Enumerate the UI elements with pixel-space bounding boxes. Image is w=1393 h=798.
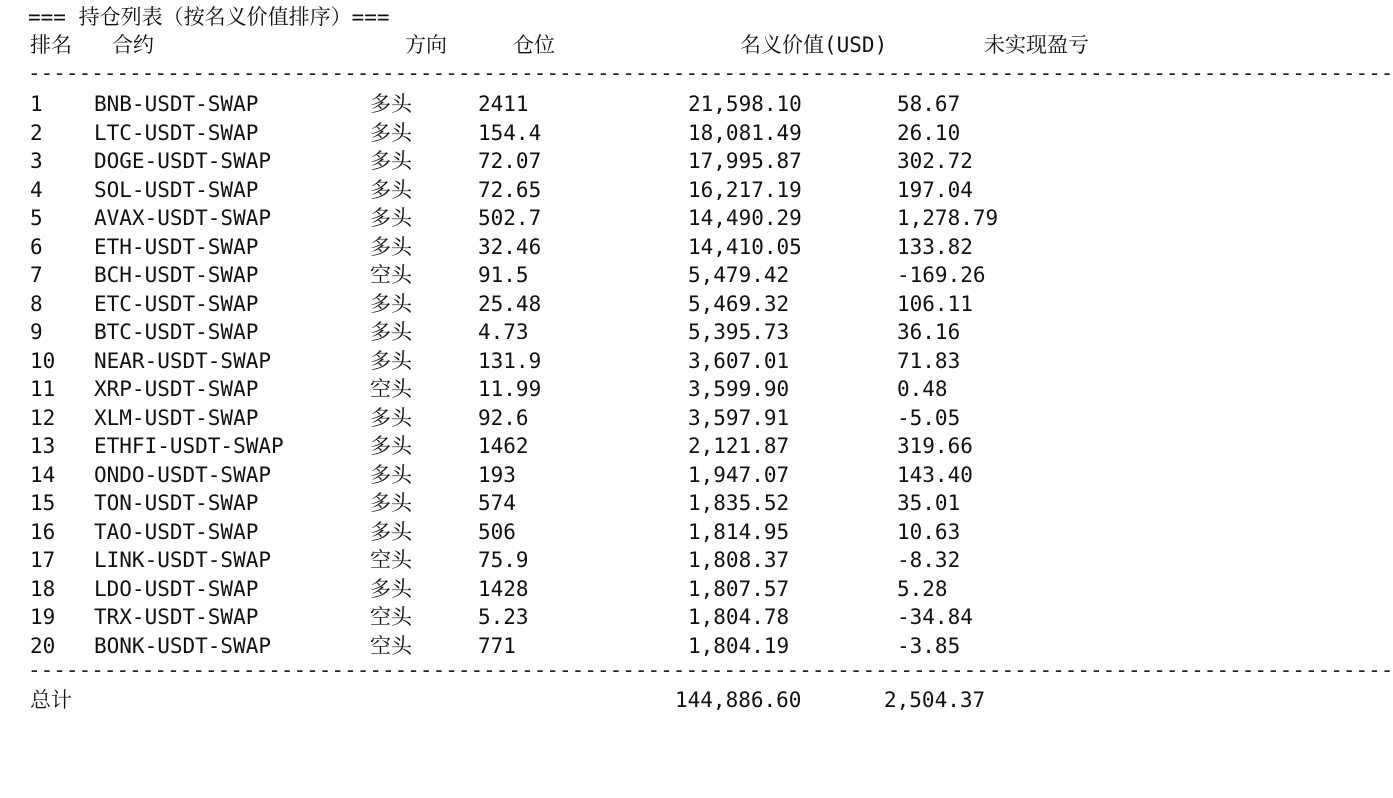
row-notional: 5,469.32 [688,291,790,316]
row-direction: 空头 [370,377,412,401]
row-rank: 17 [30,548,56,572]
table-header [0,31,1089,59]
row-contract: BTC-USDT-SWAP [94,320,259,344]
row-rank: 14 [30,462,56,487]
row-contract: ETH-USDT-SWAP [94,234,259,259]
row-unrealized-pnl: -8.32 [897,548,961,572]
row-rank: 9 [30,320,43,344]
row-position: 72.65 [478,177,542,202]
row-position: 502.7 [478,206,542,230]
report-title [0,3,390,31]
row-position: 92.6 [478,405,529,430]
row-unrealized-pnl: 319.66 [897,434,973,458]
row-direction: 多头 [370,405,412,430]
header-direction: 方向 [405,33,447,57]
row-position: 11.99 [478,377,542,401]
row-contract: TRX-USDT-SWAP [94,605,259,629]
row-notional: 17,995.87 [688,149,802,173]
row-contract: LTC-USDT-SWAP [94,120,259,145]
row-notional: 14,490.29 [688,206,802,230]
row-position: 75.9 [478,548,529,572]
row-notional: 2,121.87 [688,434,790,458]
total-row [0,686,986,714]
row-notional: 18,081.49 [688,120,802,145]
row-notional: 3,599.90 [688,377,790,401]
row-unrealized-pnl: 0.48 [897,377,948,401]
row-notional: 21,598.10 [688,92,802,116]
row-unrealized-pnl: -5.05 [897,405,961,430]
row-notional: 16,217.19 [688,177,802,202]
row-position: 154.4 [478,120,542,145]
row-notional: 1,947.07 [688,462,790,487]
row-rank: 8 [30,291,43,316]
row-direction: 空头 [370,605,412,629]
row-unrealized-pnl: 302.72 [897,149,973,173]
report-title-text: === 持仓列表（按名义价值排序）=== [28,5,390,29]
row-rank: 13 [30,434,56,458]
row-unrealized-pnl: 71.83 [897,348,961,373]
header-contract: 合约 [112,33,154,57]
row-notional: 5,395.73 [688,320,790,344]
row-contract: NEAR-USDT-SWAP [94,348,272,373]
footer-separator: ------------------------------------------------------------------------------------------------------------ [28,658,1393,682]
header-rank: 排名 [30,33,72,57]
row-direction: 多头 [370,576,412,601]
row-unrealized-pnl: -169.26 [897,263,986,287]
row-position: 32.46 [478,234,542,259]
row-rank: 3 [30,149,43,173]
row-rank: 16 [30,519,56,544]
row-notional: 1,807.57 [688,576,790,601]
row-position: 131.9 [478,348,542,373]
row-direction: 多头 [370,234,412,259]
row-rank: 20 [30,633,56,658]
total-unrealized-pnl: 2,504.37 [884,688,986,712]
row-unrealized-pnl: 106.11 [897,291,973,316]
row-contract: XRP-USDT-SWAP [94,377,259,401]
row-rank: 6 [30,234,43,259]
row-direction: 空头 [370,633,412,658]
row-rank: 12 [30,405,56,430]
row-notional: 1,804.19 [688,633,790,658]
row-unrealized-pnl: -3.85 [897,633,961,658]
row-contract: LDO-USDT-SWAP [94,576,259,601]
row-notional: 3,607.01 [688,348,790,373]
row-contract: ETC-USDT-SWAP [94,291,259,316]
row-notional: 1,808.37 [688,548,790,572]
row-unrealized-pnl: -34.84 [897,605,973,629]
row-position: 1428 [478,576,529,601]
total-notional: 144,886.60 [675,688,802,712]
row-notional: 14,410.05 [688,234,802,259]
row-direction: 多头 [370,320,412,344]
row-position: 91.5 [478,263,529,287]
row-rank: 19 [30,605,56,629]
row-rank: 10 [30,348,56,373]
row-unrealized-pnl: 58.67 [897,92,961,116]
row-unrealized-pnl: 26.10 [897,120,961,145]
row-direction: 多头 [370,92,412,116]
header-unrealized-pnl: 未实现盈亏 [984,33,1089,57]
row-position: 193 [478,462,516,487]
row-direction: 多头 [370,291,412,316]
header-notional: 名义价值(USD) [740,33,888,57]
header-separator: ------------------------------------------------------------------------------------------------------------ [28,61,1393,85]
row-direction: 多头 [370,206,412,230]
row-rank: 1 [30,92,43,116]
row-contract: BCH-USDT-SWAP [94,263,259,287]
row-position: 4.73 [478,320,529,344]
row-contract: AVAX-USDT-SWAP [94,206,272,230]
row-rank: 4 [30,177,43,202]
row-position: 5.23 [478,605,529,629]
row-direction: 多头 [370,434,412,458]
row-direction: 多头 [370,462,412,487]
row-contract: ONDO-USDT-SWAP [94,462,272,487]
row-contract: BNB-USDT-SWAP [94,92,259,116]
row-unrealized-pnl: 5.28 [897,576,948,601]
row-position: 25.48 [478,291,542,316]
row-rank: 15 [30,491,56,515]
row-position: 506 [478,519,516,544]
header-position: 仓位 [513,33,555,57]
row-contract: LINK-USDT-SWAP [94,548,272,572]
row-direction: 多头 [370,120,412,145]
row-position: 771 [478,633,516,658]
row-position: 1462 [478,434,529,458]
row-notional: 1,814.95 [688,519,790,544]
row-rank: 5 [30,206,43,230]
row-direction: 多头 [370,491,412,515]
row-notional: 1,804.78 [688,605,790,629]
total-label: 总计 [30,688,72,712]
row-contract: ETHFI-USDT-SWAP [94,434,284,458]
row-contract: DOGE-USDT-SWAP [94,149,272,173]
row-unrealized-pnl: 36.16 [897,320,961,344]
row-contract: XLM-USDT-SWAP [94,405,259,430]
row-notional: 3,597.91 [688,405,790,430]
row-unrealized-pnl: 197.04 [897,177,973,202]
row-unrealized-pnl: 10.63 [897,519,961,544]
row-notional: 1,835.52 [688,491,790,515]
row-direction: 多头 [370,348,412,373]
row-direction: 多头 [370,177,412,202]
row-notional: 5,479.42 [688,263,790,287]
row-direction: 空头 [370,548,412,572]
row-direction: 多头 [370,149,412,173]
row-rank: 11 [30,377,56,401]
row-direction: 空头 [370,263,412,287]
row-rank: 7 [30,263,43,287]
row-contract: SOL-USDT-SWAP [94,177,259,202]
row-unrealized-pnl: 1,278.79 [897,206,999,230]
row-direction: 多头 [370,519,412,544]
row-contract: BONK-USDT-SWAP [94,633,272,658]
row-position: 2411 [478,92,529,116]
row-unrealized-pnl: 143.40 [897,462,973,487]
row-contract: TAO-USDT-SWAP [94,519,259,544]
row-rank: 2 [30,120,43,145]
row-position: 72.07 [478,149,542,173]
row-contract: TON-USDT-SWAP [94,491,259,515]
row-rank: 18 [30,576,56,601]
row-unrealized-pnl: 133.82 [897,234,973,259]
row-position: 574 [478,491,516,515]
row-unrealized-pnl: 35.01 [897,491,961,515]
